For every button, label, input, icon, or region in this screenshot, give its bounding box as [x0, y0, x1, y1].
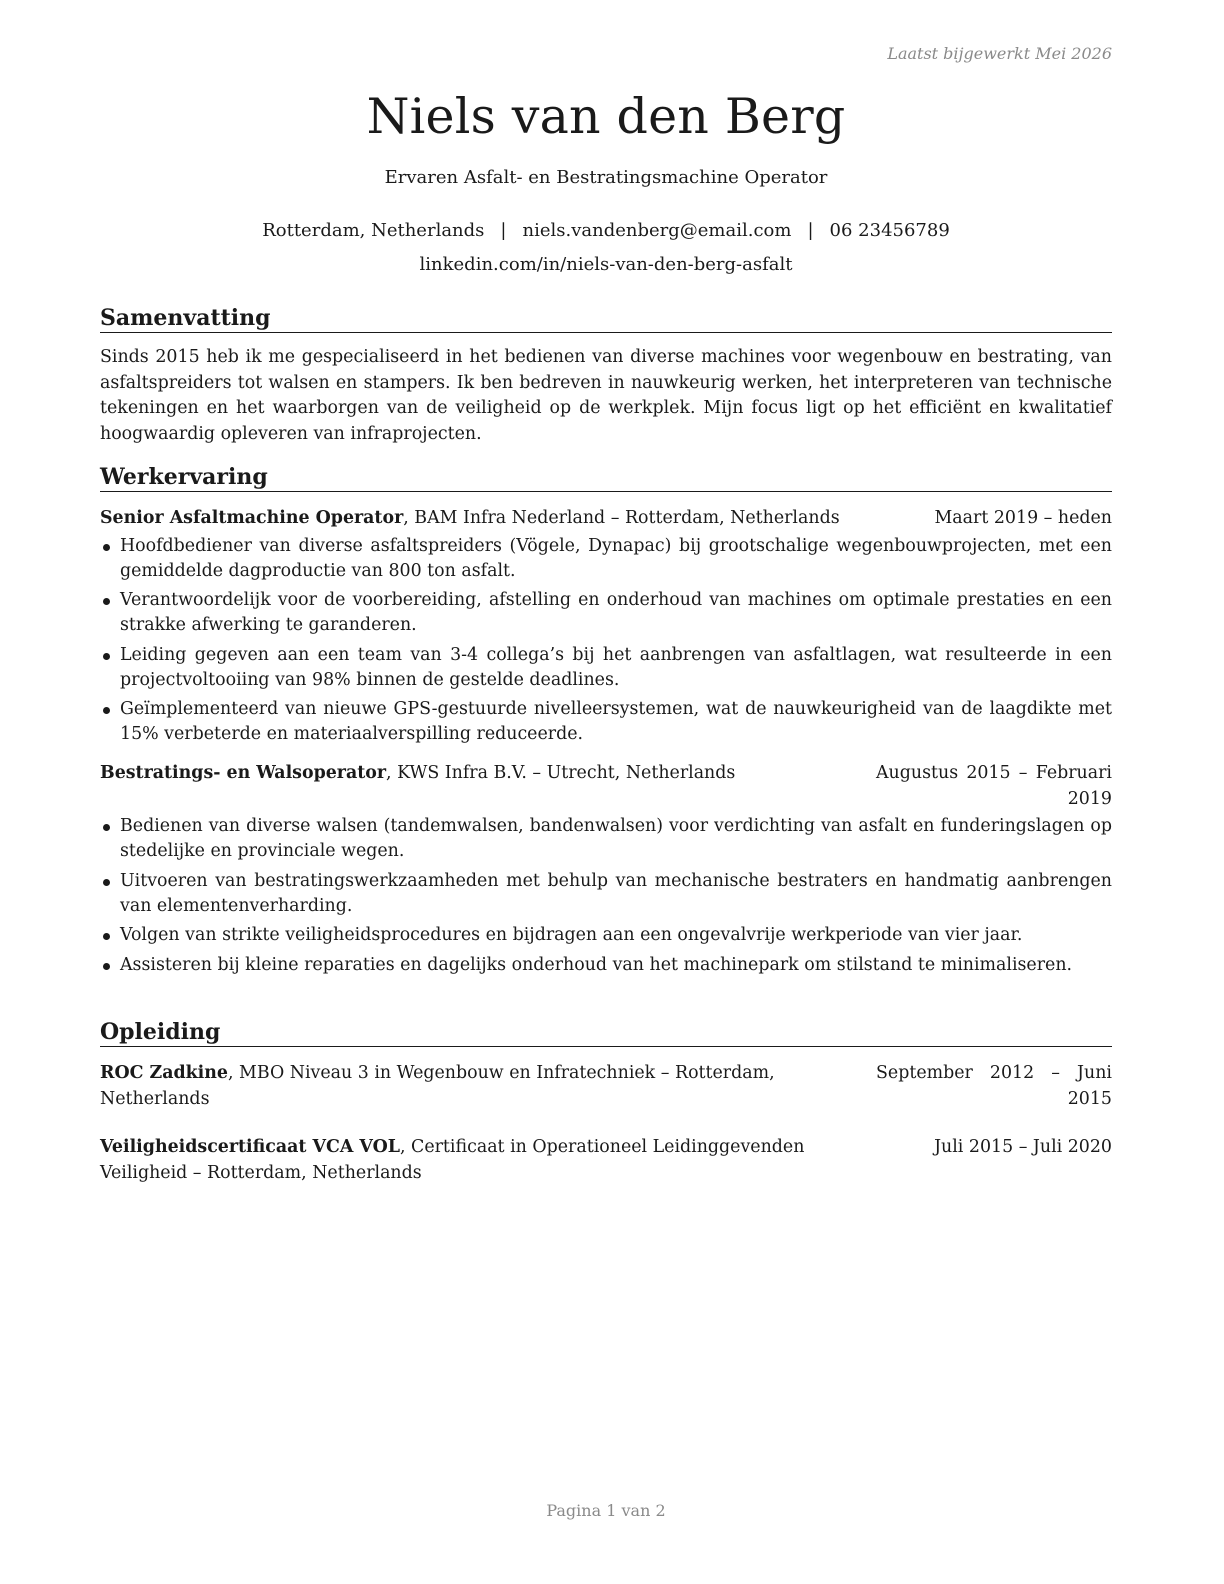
- education-entry: [100, 1135, 1112, 1186]
- job-employer: , BAM Infra Nederland – Rotterdam, Netherlands: [403, 508, 840, 528]
- bullet-text: Assisteren bij kleine reparaties en dagelijks onderhoud van het machinepark om stilstand te minimaliseren.: [120, 954, 1073, 975]
- bullet-icon: [103, 653, 110, 660]
- bullet-text: Leiding gegeven aan een team van 3-4 collega’s bij het aanbrengen van asfaltlagen, wat resulteerde in een projectvoltooiing van 98% binnen de gestelde deadlines.: [120, 644, 1112, 690]
- bullet-text: Bedienen van diverse walsen (tandemwalsen, bandenwalsen) voor verdichting van asfalt en funderingslagen op stedelijke en provinciale wegen.: [120, 816, 1112, 861]
- experience-section: [100, 464, 1112, 982]
- job-employer: , KWS Infra B.V. – Utrecht, Netherlands: [386, 763, 736, 783]
- job-bullets: [100, 534, 1112, 748]
- bullet-icon: [103, 598, 110, 605]
- job-dates: Maart 2019 – heden: [934, 508, 1112, 528]
- contact-location: Rotterdam, Netherlands: [262, 220, 485, 241]
- list-item: [100, 953, 1112, 978]
- resume-page: [100, 0, 1112, 1584]
- bullet-text: Volgen van strikte veiligheidsprocedures en bijdragen aan een ongevalvrije werkperiode van vier jaar.: [120, 925, 1023, 945]
- bullet-icon: [103, 963, 110, 970]
- education-institution: Veiligheidscertificaat VCA VOL: [100, 1137, 400, 1157]
- contact-separator: |: [807, 220, 814, 241]
- list-item: [100, 697, 1112, 747]
- job-dates: Augustus 2015 – Februari 2019: [876, 763, 1112, 809]
- last-updated-note: Laatst bijgewerkt Mei 2026: [887, 44, 1112, 63]
- bullet-icon: [103, 707, 110, 714]
- list-item: [100, 534, 1112, 584]
- contact-email[interactable]: niels.vandenberg@email.com: [522, 220, 792, 241]
- candidate-headline: Ervaren Asfalt- en Bestratingsmachine Operator: [384, 167, 828, 188]
- bullet-text: Hoofdbediener van diverse asfaltspreiders (Vögele, Dynapac) bij grootschalige wegenbouwprojecten, met een gemiddelde dagproductie van 800 ton asfalt.: [120, 535, 1112, 581]
- education-details: , MBO Niveau 3 in Wegenbouw en Infratechniek – Rotterdam, Netherlands: [100, 1063, 775, 1109]
- education-dates: Juli 2015 – Juli 2020: [934, 1137, 1112, 1157]
- summary-section: [100, 305, 1112, 447]
- contact-line: [100, 220, 1112, 241]
- job-title-line: [100, 761, 876, 812]
- job-title-line: [100, 506, 935, 532]
- section-title-summary: Samenvatting: [100, 305, 1112, 333]
- education-title-line: [100, 1135, 934, 1186]
- job-header: [100, 761, 1112, 812]
- section-title-experience: Werkervaring: [100, 464, 1112, 492]
- section-title-education: Opleiding: [100, 1019, 1112, 1047]
- bullet-icon: [103, 544, 110, 551]
- education-dates: September 2012 – Juni 2015: [876, 1063, 1112, 1109]
- job-entry: [100, 506, 1112, 747]
- contact-phone: 06 23456789: [829, 220, 950, 241]
- bullet-text: Verantwoordelijk voor de voorbereiding, afstelling en onderhoud van machines om optimale prestaties en een strakke afwerking te garanderen.: [120, 590, 1112, 635]
- bullet-icon: [103, 824, 110, 831]
- education-title-line: [100, 1061, 876, 1112]
- job-bullets: [100, 814, 1112, 978]
- list-item: [100, 814, 1112, 864]
- education-section: [100, 1019, 1112, 1186]
- candidate-name: Niels van den Berg: [366, 88, 846, 145]
- job-entry: [100, 761, 1112, 978]
- job-role: Senior Asfaltmachine Operator: [100, 508, 404, 528]
- bullet-text: Geïmplementeerd van nieuwe GPS-gestuurde nivelleersystemen, wat de nauwkeurigheid van de laagdikte met 15% verbeterde en materiaalverspilling reduceerde.: [120, 699, 1112, 744]
- contact-separator: |: [500, 220, 507, 241]
- summary-text: Sinds 2015 heb ik me gespecialiseerd in het bedienen van diverse machines voor wegenbouw en bestrating, van asfaltspreiders tot walsen en stampers. Ik ben bedreven in nauwkeurig werken, het interpreteren van technische tekeningen en het waarborgen van de veiligheid op de werkplek. Mijn focus ligt op het efficiënt en kwalitatief hoogwaardig opleveren van infraprojecten.: [100, 347, 1112, 444]
- bullet-icon: [103, 879, 110, 886]
- job-header: [100, 506, 1112, 532]
- education-details: , Certificaat in Operationeel Leidinggevenden Veiligheid – Rotterdam, Netherlands: [100, 1137, 805, 1183]
- list-item: [100, 869, 1112, 919]
- contact-linkedin[interactable]: linkedin.com/in/niels-van-den-berg-asfalt: [419, 254, 793, 275]
- list-item: [100, 588, 1112, 638]
- list-item: [100, 923, 1112, 948]
- bullet-icon: [103, 933, 110, 940]
- education-entry: [100, 1061, 1112, 1112]
- list-item: [100, 643, 1112, 693]
- job-role: Bestratings- en Walsoperator: [100, 763, 387, 783]
- education-institution: ROC Zadkine: [100, 1063, 228, 1083]
- page-number: Pagina 1 van 2: [546, 1501, 666, 1520]
- bullet-text: Uitvoeren van bestratingswerkzaamheden met behulp van mechanische bestraters en handmatig aanbrengen van elementenverharding.: [120, 870, 1112, 916]
